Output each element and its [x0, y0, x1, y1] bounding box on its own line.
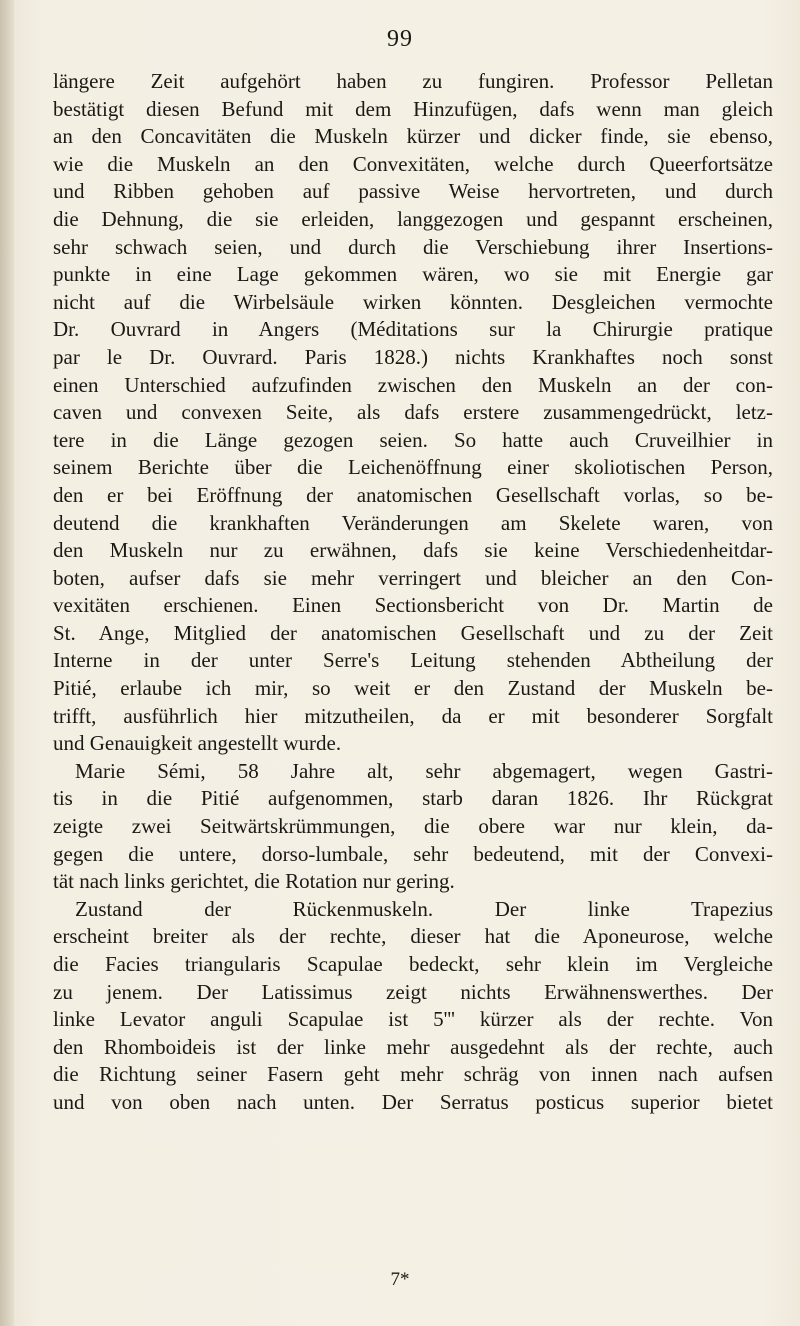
text-line: tere in die Länge gezogen seien. So hatte auch Cruveilhier in: [53, 427, 773, 452]
text-line: seinem Berichte über die Leichenöffnung einer skoliotischen Person,: [53, 455, 773, 480]
text-line: Interne in der unter Serre's Leitung stehenden Abtheilung der: [53, 648, 773, 673]
text-line: zu jenem. Der Latissimus zeigt nichts Erwähnenswerthes. Der: [53, 979, 773, 1004]
text-line: die Facies triangularis Scapulae bedeckt, sehr klein im Vergleiche: [53, 952, 773, 976]
binding-shadow: [0, 0, 14, 1326]
text-line: wie die Muskeln an den Convexitäten, welche durch Queerfortsätze: [53, 151, 773, 176]
text-line: Dr. Ouvrard in Angers (Méditations sur la Chirurgie pratique: [53, 317, 773, 342]
text-line: und von oben nach unten. Der Serratus posticus superior bietet: [53, 1089, 773, 1114]
text-line: und Ribben gehoben auf passive Weise hervortreten, und durch: [53, 179, 773, 204]
text-line: trifft, ausführlich hier mitzutheilen, da er mit besonderer Sorgfalt: [53, 703, 773, 728]
text-line: par le Dr. Ouvrard. Paris 1828.) nichts Krankhaftes noch sonst: [53, 344, 773, 369]
text-line: die Richtung seiner Fasern geht mehr schräg von innen nach aufsen: [53, 1062, 773, 1087]
section-heading-line: Zustand der Rückenmuskeln. Der linke Trapezius: [75, 896, 773, 921]
text-line: vexitäten erschienen. Einen Sectionsbericht von Dr. Martin de: [53, 593, 773, 618]
text-line: den Muskeln nur zu erwähnen, dafs sie keine Verschiedenheitdar-: [53, 538, 773, 563]
text-line: caven und convexen Seite, als dafs erstere zusammengedrückt, letz-: [53, 400, 773, 425]
text-line: den er bei Eröffnung der anatomischen Gesellschaft vorlas, so be-: [53, 482, 773, 507]
text-line: St. Ange, Mitglied der anatomischen Gesellschaft und zu der Zeit: [53, 620, 773, 645]
page-number: 99: [387, 26, 413, 52]
text-line: und Genauigkeit angestellt wurde.: [53, 731, 342, 756]
text-line: die Dehnung, die sie erleiden, langgezogen und gespannt erscheinen,: [53, 206, 773, 231]
text-line: tis in die Pitié aufgenommen, starb daran 1826. Ihr Rückgrat: [53, 786, 773, 811]
text-line: tät nach links gerichtet, die Rotation nur gering.: [53, 869, 455, 894]
text-line: nicht auf die Wirbelsäule wirken könnten. Desgleichen vermochte: [53, 289, 773, 314]
text-line: sehr schwach seien, und durch die Verschiebung ihrer Insertions-: [53, 234, 773, 259]
text-line: bestätigt diesen Befund mit dem Hinzufügen, dafs wenn man gleich: [53, 96, 773, 121]
text-line: linke Levator anguli Scapulae ist 5''' kürzer als der rechte. Von: [53, 1007, 773, 1032]
text-line: zeigte zwei Seitwärtskrümmungen, die obere war nur klein, da-: [53, 814, 773, 839]
text-line: Pitié, erlaube ich mir, so weit er den Zustand der Muskeln be-: [53, 676, 773, 701]
body-text: [53, 68, 773, 1117]
text-line: einen Unterschied aufzufinden zwischen den Muskeln an der con-: [53, 372, 773, 397]
text-line: erscheint breiter als der rechte, dieser hat die Aponeurose, welche: [53, 924, 773, 949]
text-line: Marie Sémi, 58 Jahre alt, sehr abgemagert, wegen Gastri-: [75, 758, 773, 783]
signature-mark: 7*: [390, 1269, 410, 1290]
text-line: deutend die krankhaften Veränderungen am Skelete waren, von: [53, 510, 773, 535]
text-line: den Rhomboideis ist der linke mehr ausgedehnt als der rechte, auch: [53, 1034, 773, 1059]
text-line: an den Concavitäten die Muskeln kürzer und dicker finde, sie ebenso,: [53, 124, 773, 149]
text-line: gegen die untere, dorso-lumbale, sehr bedeutend, mit der Convexi-: [53, 841, 773, 866]
text-line: boten, aufser dafs sie mehr verringert und bleicher an den Con-: [53, 565, 773, 590]
text-line: punkte in eine Lage gekommen wären, wo sie mit Energie gar: [53, 262, 773, 287]
text-line: längere Zeit aufgehört haben zu fungiren. Professor Pelletan: [53, 69, 773, 93]
